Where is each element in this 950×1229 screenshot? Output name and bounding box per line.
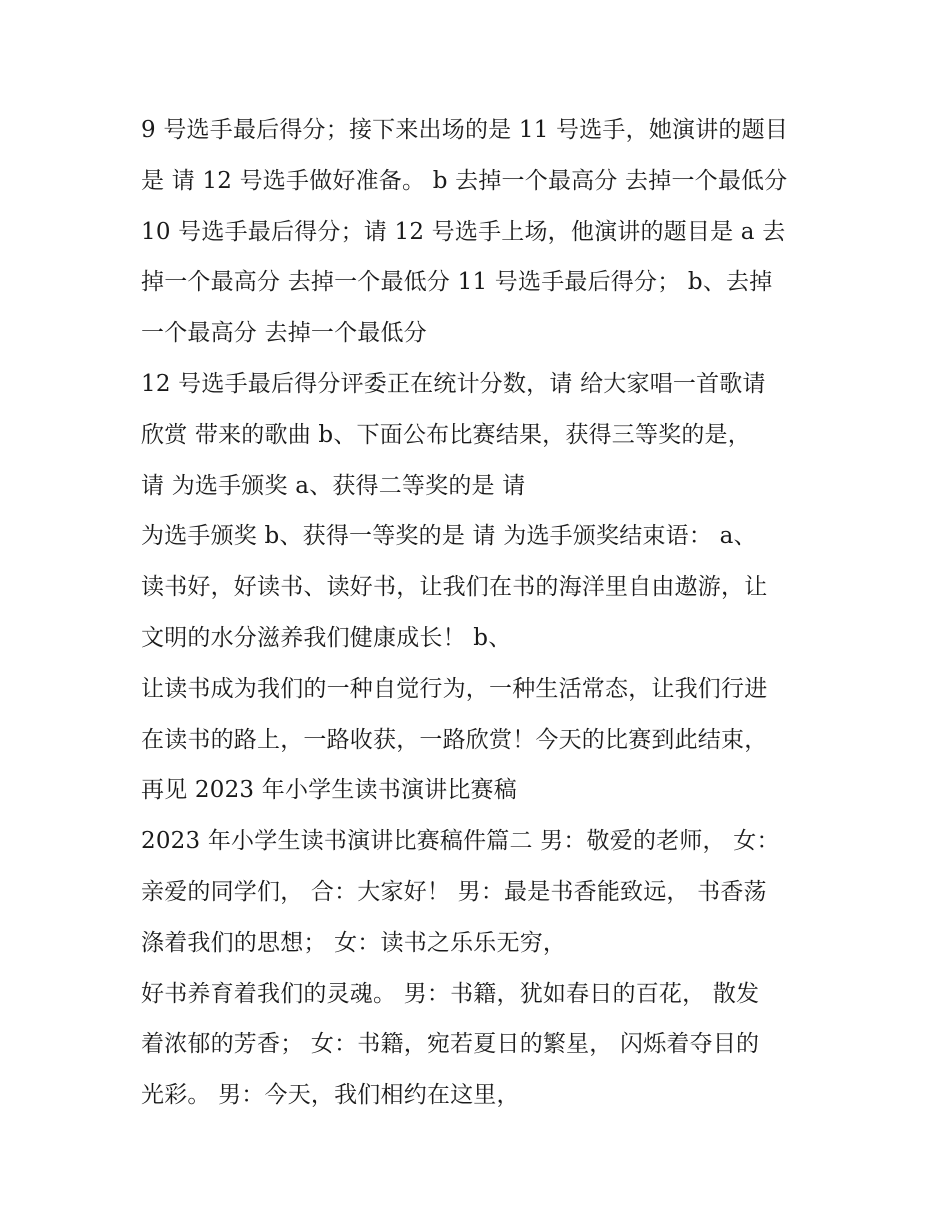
text-line: 涤着我们的思想； 女：读书之乐乐无穷， bbox=[141, 929, 567, 956]
text-line: 让读书成为我们的一种自觉行为，一种生活常态，让我们行进 bbox=[141, 675, 768, 702]
text-line: 亲爱的同学们， 合：大家好！ 男：最是书香能致远， 书香荡 bbox=[141, 878, 767, 905]
text-line: 文明的水分滋养我们健康成长！ b、 bbox=[141, 624, 512, 651]
text-line: 在读书的路上，一路收获，一路欣赏！今天的比赛到此结束， bbox=[141, 726, 768, 753]
text-line: 着浓郁的芳香； 女：书籍，宛若夏日的繁星， 闪烁着夺目的 bbox=[141, 1031, 760, 1058]
document-body bbox=[141, 105, 821, 1121]
text-line: 一个最高分 去掉一个最低分 bbox=[141, 320, 427, 347]
text-line: 10 号选手最后得分；请 12 号选手上场，他演讲的题目是 a 去 bbox=[141, 218, 786, 245]
text-line: 请 为选手颁奖 a、获得二等奖的是 请 bbox=[141, 472, 526, 499]
text-line: 为选手颁奖 b、获得一等奖的是 请 为选手颁奖结束语： a、 bbox=[141, 523, 757, 550]
text-line: 好书养育着我们的灵魂。 男：书籍，犹如春日的百花， 散发 bbox=[141, 980, 760, 1007]
text-line: 是 请 12 号选手做好准备。 b 去掉一个最高分 去掉一个最低分 bbox=[141, 167, 788, 194]
text-line: 再见 2023 年小学生读书演讲比赛稿 bbox=[141, 777, 517, 804]
text-line: 光彩。 男：今天，我们相约在这里， bbox=[141, 1082, 520, 1109]
text-line: 12 号选手最后得分评委正在统计分数，请 给大家唱一首歌请 bbox=[141, 370, 766, 397]
text-line: 欣赏 带来的歌曲 b、下面公布比赛结果，获得三等奖的是， bbox=[141, 421, 751, 448]
text-line: 读书好，好读书、读好书，让我们在书的海洋里自由遨游，让 bbox=[141, 574, 768, 601]
text-line: 2023 年小学生读书演讲比赛稿件篇二 男：敬爱的老师， 女： bbox=[141, 828, 780, 855]
text-line: 掉一个最高分 去掉一个最低分 11 号选手最后得分； b、去掉 bbox=[141, 269, 773, 296]
text-line: 9 号选手最后得分；接下来出场的是 11 号选手，她演讲的题目 bbox=[141, 117, 789, 143]
